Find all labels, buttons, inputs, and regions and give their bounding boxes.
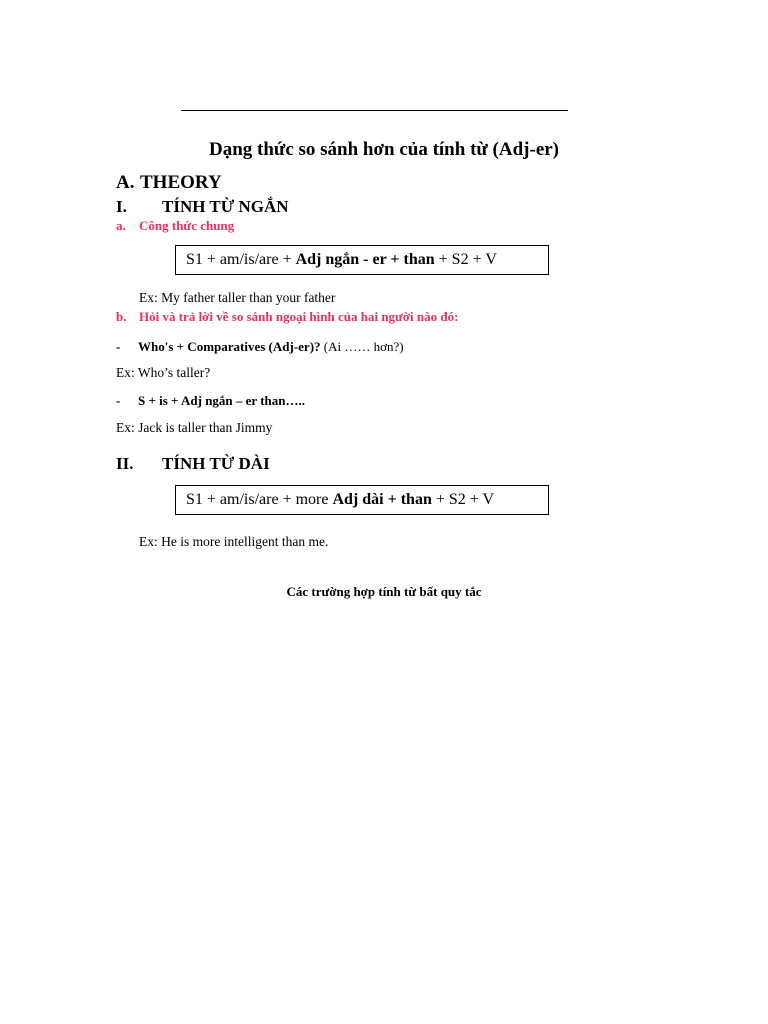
example-intelligent: Ex: He is more intelligent than me.: [139, 534, 329, 549]
sub-b-label: Hỏi và trả lời về so sánh ngoại hình của hai người nào đó:: [139, 309, 459, 324]
part2-heading: [116, 454, 270, 474]
formula-long-pre: S1 + am/is/are + more: [186, 491, 333, 508]
part1-sub-a: [116, 218, 234, 234]
formula-short-pre: S1 + am/is/are +: [186, 251, 296, 268]
section-a-heading: [116, 172, 222, 194]
bullet-question-rest: (Ai …… hơn?): [320, 339, 404, 354]
part1-sub-b: [116, 309, 458, 325]
formula-box-short: [175, 245, 549, 275]
top-rule: [181, 110, 568, 111]
sub-a-label: Công thức chung: [139, 218, 235, 233]
formula-long-bold: Adj dài + than: [332, 491, 432, 508]
part2-number: II.: [116, 454, 134, 473]
bullet-dash: -: [116, 339, 121, 354]
sub-a-number: a.: [116, 218, 126, 233]
part1-label: TÍNH TỪ NGẮN: [162, 197, 289, 216]
example-father: Ex: My father taller than your father: [139, 290, 336, 305]
bullet-dash: -: [116, 393, 121, 408]
sub-b-number: b.: [116, 309, 127, 324]
irregular-heading: Các trường hợp tính từ bất quy tắc: [286, 584, 482, 599]
bullet-answer-bold: S + is + Adj ngắn – er than…..: [138, 393, 306, 408]
formula-box-long: [175, 485, 549, 515]
formula-short-bold: Adj ngắn - er + than: [295, 251, 435, 268]
section-a-number: A.: [116, 172, 135, 193]
bullet-question: [116, 339, 404, 355]
part1-number: I.: [116, 197, 127, 216]
bullet-answer: [116, 393, 305, 409]
formula-long-post: + S2 + V: [431, 491, 495, 508]
formula-short-post: + S2 + V: [434, 251, 497, 268]
example-who-taller: Ex: Who’s taller?: [116, 365, 211, 380]
part1-heading: [116, 197, 289, 217]
document-title: Dạng thức so sánh hơn của tính từ (Adj-er): [208, 139, 560, 160]
bullet-question-bold: Who's + Comparatives (Adj-er)?: [138, 339, 321, 354]
section-a-label: THEORY: [140, 172, 222, 193]
part2-label: TÍNH TỪ DÀI: [162, 454, 270, 473]
example-jack: Ex: Jack is taller than Jimmy: [116, 420, 273, 435]
